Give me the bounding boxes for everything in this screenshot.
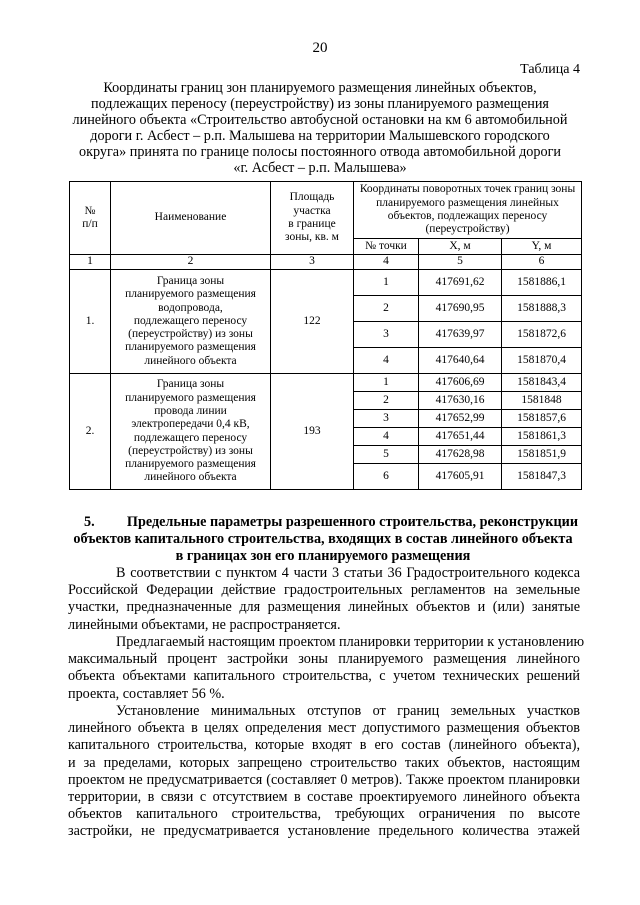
paragraph-line: объектов капитального строительства, требующих ограничения по высоте <box>68 806 580 823</box>
point-x: 417640,64 <box>419 348 502 374</box>
point-no: 2 <box>354 296 419 322</box>
column-number: 2 <box>111 255 271 270</box>
point-no: 5 <box>354 446 419 464</box>
row-area: 122 <box>271 270 354 374</box>
section-heading <box>68 514 578 565</box>
point-y: 1581843,4 <box>502 374 582 392</box>
point-no: 6 <box>354 464 419 490</box>
table-label: Таблица 4 <box>520 62 580 77</box>
point-x: 417691,62 <box>419 270 502 296</box>
section-title-line: Предельные параметры разрешенного строительства, реконструкции <box>126 514 578 530</box>
point-y: 1581851,9 <box>502 446 582 464</box>
paragraph-line: капитального строительства, которые входят в его состав (линейного объекта), <box>68 737 580 754</box>
row-area: 193 <box>271 374 354 490</box>
point-no: 3 <box>354 322 419 348</box>
point-y: 1581872,6 <box>502 322 582 348</box>
header-y: Y, м <box>502 239 582 255</box>
row-name: Граница зоны планируемого размещения провода линии электропередачи 0,4 кВ, подлежащего переносу (переустройству) из зоны планируемого размещения линейного объекта <box>111 374 271 490</box>
point-y: 1581886,1 <box>502 270 582 296</box>
point-no: 4 <box>354 428 419 446</box>
paragraph-line: участки, предназначенные для размещения линейных объектов и (или) занятые <box>68 599 580 616</box>
paragraph-line: территории, в связи с отсутствием в составе проектируемого линейного объекта <box>68 789 580 806</box>
row-num: 2. <box>70 374 111 490</box>
paragraph-line: и за пределами, которых запрещено строительство таких объектов, настоящим <box>68 754 580 771</box>
table-caption <box>68 80 572 176</box>
paragraph-line: В соответствии с пунктом 4 части 3 статьи 36 Градостроительного кодекса <box>116 565 580 581</box>
caption-line: подлежащих переносу (переустройству) из зоны планируемого размещения <box>91 96 549 112</box>
column-number: 4 <box>354 255 419 270</box>
section-title-line: в границах зон его планируемого размещения <box>175 548 471 564</box>
point-x: 417639,97 <box>419 322 502 348</box>
coordinates-table <box>69 181 582 490</box>
paragraph-line: линейного объекта в целях определения мест допустимого размещения объектов <box>68 720 580 737</box>
paragraph <box>68 565 580 634</box>
point-no: 1 <box>354 270 419 296</box>
caption-line: дороги г. Асбест – р.п. Малышева на территории Малышевского городского <box>90 128 550 144</box>
point-x: 417630,16 <box>419 392 502 410</box>
point-y: 1581888,3 <box>502 296 582 322</box>
row-name: Граница зоны планируемого размещения водопровода, подлежащего переносу (переустройству) из зоны планируемого размещения линейного объекта <box>111 270 271 374</box>
column-numbers-row <box>70 255 582 270</box>
point-y: 1581847,3 <box>502 464 582 490</box>
point-x: 417628,98 <box>419 446 502 464</box>
point-x: 417606,69 <box>419 374 502 392</box>
column-number: 5 <box>419 255 502 270</box>
row-num: 1. <box>70 270 111 374</box>
point-x: 417690,95 <box>419 296 502 322</box>
section-title-line: объектов капитального строительства, входящих в состав линейного объекта <box>73 531 573 547</box>
paragraph-line: Предлагаемый настоящим проектом планировки территории к установлению <box>116 634 585 650</box>
paragraph-line: проектом не предусматривается (составляет 0 метров). Также проектом планировки <box>68 771 580 788</box>
point-x: 417605,91 <box>419 464 502 490</box>
paragraph-line: максимальный процент застройки зоны планируемого размещения линейного <box>68 651 580 668</box>
header-coords-group: Координаты поворотных точек границ зоны планируемого размещения линейных объектов, подлежащих переносу (переустройству) <box>354 182 582 239</box>
paragraph-line: застройки, не предусматривается установление предельного количества этажей <box>68 823 580 840</box>
paragraph-line: линейными объектами, не распространяется. <box>68 616 341 633</box>
page-number: 20 <box>312 40 328 56</box>
header-num: № п/п <box>70 182 111 255</box>
point-no: 4 <box>354 348 419 374</box>
point-no: 1 <box>354 374 419 392</box>
paragraph-line: проекта, составляет 56 %. <box>68 685 225 702</box>
column-number: 1 <box>70 255 111 270</box>
paragraph <box>68 703 580 841</box>
paragraph-line: объекта объектами капитального строительства, с учетом технических решений <box>68 668 580 685</box>
point-no: 3 <box>354 410 419 428</box>
table-row <box>70 374 582 392</box>
caption-line: «г. Асбест – р.п. Малышева» <box>233 160 407 176</box>
point-y: 1581861,3 <box>502 428 582 446</box>
caption-line: округа» принята по границе полосы постоянного отвода автомобильной дороги <box>78 144 561 160</box>
paragraph <box>68 634 585 703</box>
point-x: 417652,99 <box>419 410 502 428</box>
point-y: 1581857,6 <box>502 410 582 428</box>
table-row <box>70 270 582 296</box>
paragraph-line: Российской Федерации действие градостроительных регламентов на земельные <box>68 582 580 599</box>
paragraph-line: Установление минимальных отступов от границ земельных участков <box>116 703 580 719</box>
header-x: X, м <box>419 239 502 255</box>
section-number: 5. <box>84 514 95 530</box>
caption-line: Координаты границ зон планируемого размещения линейных объектов, <box>103 80 537 96</box>
column-number: 3 <box>271 255 354 270</box>
header-point-no: № точки <box>354 239 419 255</box>
header-name: Наименование <box>111 182 271 255</box>
point-no: 2 <box>354 392 419 410</box>
point-x: 417651,44 <box>419 428 502 446</box>
point-y: 1581848 <box>502 392 582 410</box>
caption-line: линейного объекта «Строительство автобусной остановки на км 6 автомобильной <box>72 112 568 128</box>
header-area: Площадь участка в границе зоны, кв. м <box>271 182 354 255</box>
column-number: 6 <box>502 255 582 270</box>
point-y: 1581870,4 <box>502 348 582 374</box>
